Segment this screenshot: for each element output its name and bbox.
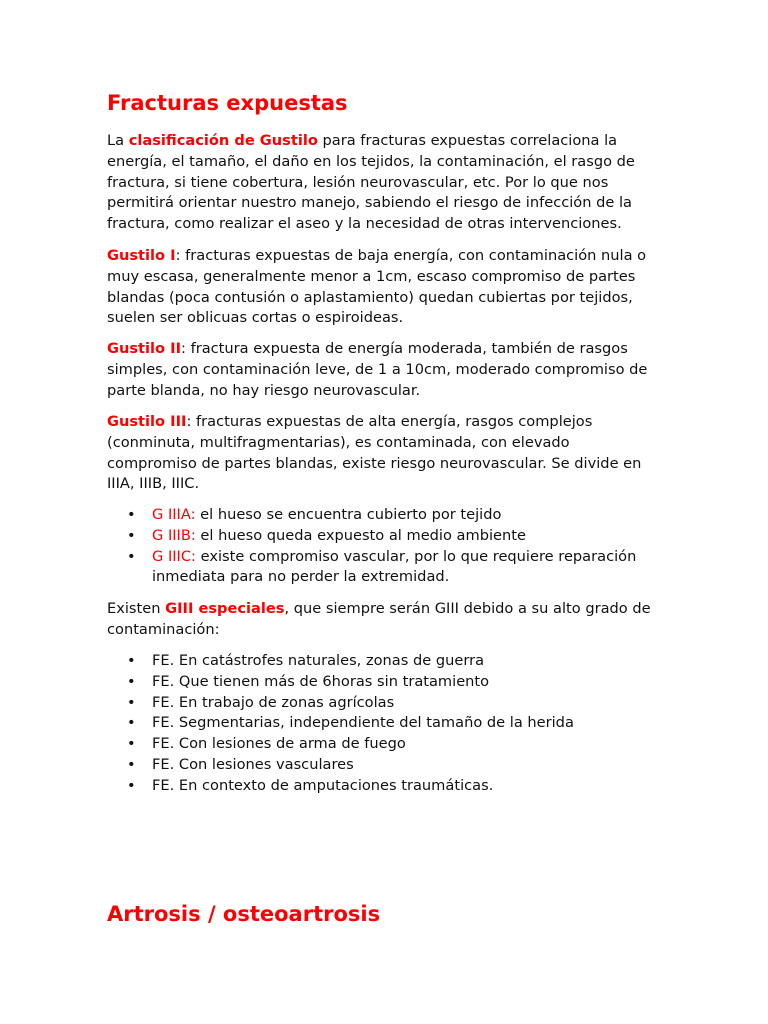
intro-highlight: clasificación de Gustilo — [128, 132, 318, 149]
bullet-icon: • — [127, 506, 136, 523]
bullet-icon: • — [127, 672, 136, 690]
especiales-lead: Existen — [107, 600, 166, 617]
especiales-list — [107, 651, 663, 797]
bullet-icon: • — [127, 547, 136, 565]
intro-paragraph — [107, 131, 663, 235]
list-item — [107, 734, 663, 755]
section-title-fracturas: Fracturas expuestas — [107, 91, 348, 115]
list-item — [107, 713, 663, 734]
bullet-icon: • — [127, 755, 136, 773]
subtype-text: el hueso se encuentra cubierto por tejido — [195, 506, 502, 523]
especiales-highlight: GIII especiales — [165, 600, 285, 617]
gustilo-1-paragraph — [107, 246, 663, 329]
gustilo-1-label: Gustilo I — [107, 247, 176, 264]
gustilo-2-paragraph — [107, 339, 663, 401]
list-item-text: FE. Con lesiones vasculares — [152, 755, 354, 773]
list-item-text: FE. Con lesiones de arma de fuego — [152, 735, 406, 753]
list-item — [107, 755, 663, 776]
bullet-icon: • — [127, 776, 136, 794]
intro-lead: La — [107, 132, 129, 149]
gustilo-1-text: : fracturas expuestas de baja energía, con contaminación nula o muy escasa, generalmente menor a 1cm, escaso compromiso de partes blandas (poca contusión o aplastamiento) quedan cubiertas por tejidos, suelen ser oblicuas cortas o espiroideas. — [107, 247, 647, 327]
section-title-artrosis: Artrosis / osteoartrosis — [107, 902, 381, 926]
list-item-text: FE. Que tienen más de 6horas sin tratamiento — [152, 672, 490, 690]
list-item-text: FE. Segmentarias, independiente del tamaño de la herida — [152, 714, 574, 732]
gustilo-3-label: Gustilo III — [107, 413, 187, 430]
especiales-paragraph — [107, 599, 663, 641]
bullet-icon: • — [127, 526, 136, 544]
especiales-text: , que siempre serán GIII debido a su alto grado de contaminación: — [107, 600, 651, 638]
list-item — [107, 526, 663, 547]
intro-text: para fracturas expuestas correlaciona la energía, el tamaño, el daño en los tejidos, la contaminación, el rasgo de fractura, si tiene cobertura, lesión neurovascular, etc. Por lo que nos permitirá orientar nuestro manejo, sabiendo el riesgo de infección de la fractura, como realizar el aseo y la necesidad de otras intervenciones. — [107, 132, 635, 233]
gustilo-3-paragraph — [107, 412, 663, 495]
list-item — [107, 776, 663, 797]
subtype-label: G IIIC: — [152, 547, 196, 565]
gustilo-2-text: : fractura expuesta de energía moderada, también de rasgos simples, con contaminación leve, de 1 a 10cm, moderado compromiso de parte blanda, no hay riesgo neurovascular. — [107, 340, 648, 399]
subtype-text: el hueso queda expuesto al medio ambiente — [195, 526, 526, 544]
list-item — [107, 672, 663, 693]
list-item — [107, 693, 663, 714]
list-item-text: FE. En catástrofes naturales, zonas de guerra — [152, 652, 485, 669]
gustilo-2-label: Gustilo II — [107, 340, 182, 357]
bullet-icon: • — [127, 714, 136, 732]
list-item — [107, 651, 663, 672]
list-item-text: FE. En contexto de amputaciones traumáticas. — [152, 776, 494, 794]
gustilo-3-text: : fracturas expuestas de alta energía, rasgos complejos (conminuta, multifragmentarias), es contaminada, con elevado compromiso de partes blandas, existe riesgo neurovascular. Se divide en IIIA, IIIB, IIIC. — [107, 413, 642, 493]
bullet-icon: • — [127, 693, 136, 711]
list-item — [107, 505, 663, 526]
list-item — [107, 547, 663, 589]
subtype-label: G IIIB: — [152, 526, 196, 544]
subtype-label: G IIIA: — [152, 506, 196, 523]
subtype-text: existe compromiso vascular, por lo que requiere reparación inmediata para no perder la extremidad. — [152, 547, 637, 586]
gustilo-3-subtype-list — [107, 505, 663, 588]
list-item-text: FE. En trabajo de zonas agrícolas — [152, 693, 395, 711]
bullet-icon: • — [127, 735, 136, 753]
bullet-icon: • — [127, 652, 136, 669]
